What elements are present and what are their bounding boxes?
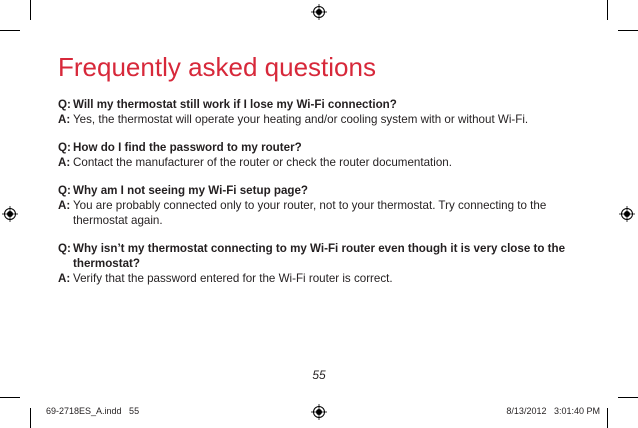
answer-text: You are probably connected only to your router, not to your thermostat. Try connecting to the thermostat again. — [73, 199, 547, 227]
question-text: Why isn’t my thermostat connecting to my Wi-Fi router even though it is very close to the thermostat? — [73, 242, 566, 270]
crop-mark-top-right-h — [618, 30, 638, 31]
faq-question — [58, 183, 588, 198]
faq-answer — [58, 198, 588, 228]
faq-question — [58, 241, 588, 271]
answer-text: Contact the manufacturer of the router or check the router documentation. — [73, 156, 452, 169]
registration-mark-left-icon — [2, 206, 18, 222]
slug-datetime: 8/13/2012 3:01:40 PM — [506, 406, 600, 416]
question-label: Q: — [58, 98, 71, 111]
answer-label: A: — [58, 272, 71, 285]
crop-mark-top-right — [607, 0, 608, 20]
faq-item — [58, 97, 588, 127]
answer-text: Yes, the thermostat will operate your heating and/or cooling system with or without Wi-Fi. — [73, 113, 529, 126]
faq-item — [58, 241, 588, 286]
faq-item — [58, 183, 588, 228]
crop-mark-top-left-h — [0, 30, 20, 31]
question-label: Q: — [58, 184, 71, 197]
faq-list — [58, 97, 588, 299]
registration-mark-top-icon — [311, 4, 327, 20]
answer-label: A: — [58, 113, 71, 126]
crop-mark-top-left — [30, 0, 31, 20]
faq-answer — [58, 271, 588, 286]
answer-label: A: — [58, 199, 71, 212]
question-text: Why am I not seeing my Wi-Fi setup page? — [73, 184, 309, 197]
faq-item — [58, 140, 588, 170]
page-number: 55 — [312, 368, 326, 382]
crop-mark-bottom-left — [30, 408, 31, 428]
faq-question — [58, 140, 588, 155]
crop-mark-bottom-left-h — [0, 397, 20, 398]
registration-mark-right-icon — [619, 206, 635, 222]
crop-mark-bottom-right — [607, 408, 608, 428]
answer-label: A: — [58, 156, 71, 169]
question-text: How do I find the password to my router? — [73, 141, 302, 154]
faq-question — [58, 97, 588, 112]
crop-mark-bottom-right-h — [618, 397, 638, 398]
faq-answer — [58, 112, 588, 127]
question-text: Will my thermostat still work if I lose my Wi-Fi connection? — [73, 98, 397, 111]
page-title: Frequently asked questions — [58, 52, 376, 82]
faq-answer — [58, 155, 588, 170]
answer-text: Verify that the password entered for the Wi-Fi router is correct. — [73, 272, 393, 285]
slug-file-name: 69-2718ES_A.indd 55 — [46, 406, 140, 416]
registration-mark-bottom-icon — [311, 404, 327, 420]
question-label: Q: — [58, 242, 71, 255]
question-label: Q: — [58, 141, 71, 154]
